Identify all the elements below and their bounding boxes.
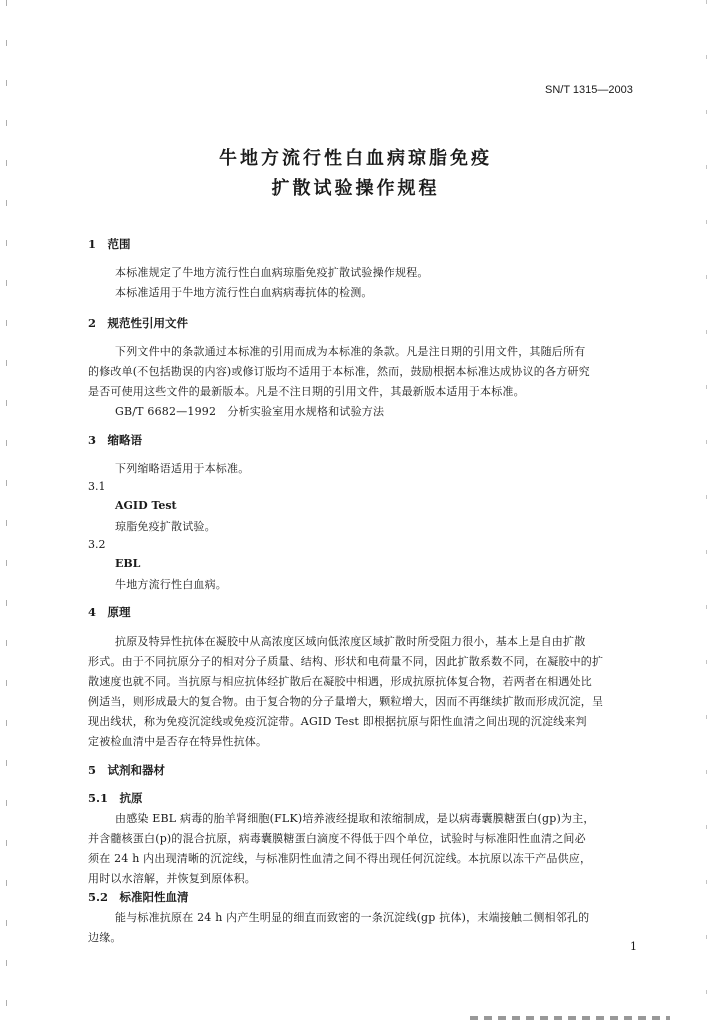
references-line-3: 是否可使用这些文件的最新版本。凡是不注日期的引用文件，其最新版本适用于本标准。 [88, 385, 525, 398]
principle-line-4: 例适当，则形成最大的复合物。由于复合物的分子量增大，颗粒增大，因而不再继续扩散而形成沉淀，呈 [88, 695, 604, 708]
positive-serum-line-2: 边缘。 [88, 931, 122, 944]
abbreviation-definition: 牛地方流行性白血病。 [115, 578, 227, 591]
clause-number: 3.2 [88, 538, 106, 551]
document-title-line1: 牛地方流行性白血病琼脂免疫 [219, 148, 492, 169]
scope-paragraph-2: 本标准适用于牛地方流行性白血病病毒抗体的检测。 [115, 286, 373, 299]
reference-item: GB/T 6682—1992 分析实验室用水规格和试验方法 [115, 405, 385, 418]
abbreviation-term: EBL [115, 557, 141, 570]
section-heading-reagents: 5 试剂和器材 [88, 763, 166, 777]
principle-line-3: 散速度也就不同。当抗原与相应抗体经扩散后在凝胶中相遇，形成抗原抗体复合物，若两者在相遇处比 [88, 675, 592, 688]
scan-edge-bottom [470, 1016, 670, 1020]
scope-paragraph-1: 本标准规定了牛地方流行性白血病琼脂免疫扩散试验操作规程。 [115, 266, 429, 279]
section-heading-principle: 4 原理 [88, 605, 131, 619]
section-heading-scope: 1 范围 [88, 237, 131, 251]
antigen-line-3: 须在 24 h 内出现清晰的沉淀线，与标准阴性血清之间不得出现任何沉淀线。本抗原以冻干产品供应， [88, 852, 592, 865]
abbreviation-definition: 琼脂免疫扩散试验。 [115, 520, 216, 533]
antigen-line-4: 用时以水溶解，并恢复到原体积。 [88, 872, 256, 885]
abbreviation-term: AGID Test [115, 499, 177, 512]
clause-number: 3.1 [88, 480, 106, 493]
principle-line-5: 现出线状，称为免疫沉淀线或免疫沉淀带。AGID Test 即根据抗原与阳性血清之间出现的沉淀线来判 [88, 715, 587, 728]
document-title-line2: 扩散试验操作规程 [271, 178, 440, 199]
antigen-line-1: 由感染 EBL 病毒的胎羊肾细胞(FLK)培养液经提取和浓缩制成，是以病毒囊膜糖蛋白(gp)为主， [115, 812, 595, 825]
section-heading-abbreviations: 3 缩略语 [88, 433, 143, 447]
antigen-line-2: 并含髓核蛋白(p)的混合抗原，病毒囊膜糖蛋白滴度不得低于四个单位，试验时与标准阳性血清之间必 [88, 832, 586, 845]
page-number: 1 [630, 940, 637, 953]
principle-line-1: 抗原及特异性抗体在凝胶中从高浓度区域向低浓度区域扩散时所受阻力很小，基本上是自由扩散 [115, 635, 586, 648]
references-line-2: 的修改单(不包括勘误的内容)或修订版均不适用于本标准，然而，鼓励根据本标准达成协议的各方研究 [88, 365, 590, 378]
references-line-1: 下列文件中的条款通过本标准的引用而成为本标准的条款。凡是注日期的引用文件，其随后所有 [115, 345, 586, 358]
section-heading-normative-references: 2 规范性引用文件 [88, 316, 189, 330]
subsection-heading-positive-serum: 5.2 标准阳性血清 [88, 890, 189, 904]
principle-line-2: 形式。由于不同抗原分子的相对分子质量、结构、形状和电荷量不同，因此扩散系数不同，在凝胶中的扩 [88, 655, 604, 668]
subsection-heading-antigen: 5.1 抗原 [88, 791, 143, 805]
principle-line-6: 定被检血清中是否存在特异性抗体。 [88, 735, 268, 748]
abbreviations-intro: 下列缩略语适用于本标准。 [115, 462, 250, 475]
positive-serum-line-1: 能与标准抗原在 24 h 内产生明显的细直而致密的一条沉淀线(gp 抗体)，末端接触二侧相邻孔的 [115, 911, 590, 924]
standard-code: SN/T 1315—2003 [545, 84, 633, 96]
